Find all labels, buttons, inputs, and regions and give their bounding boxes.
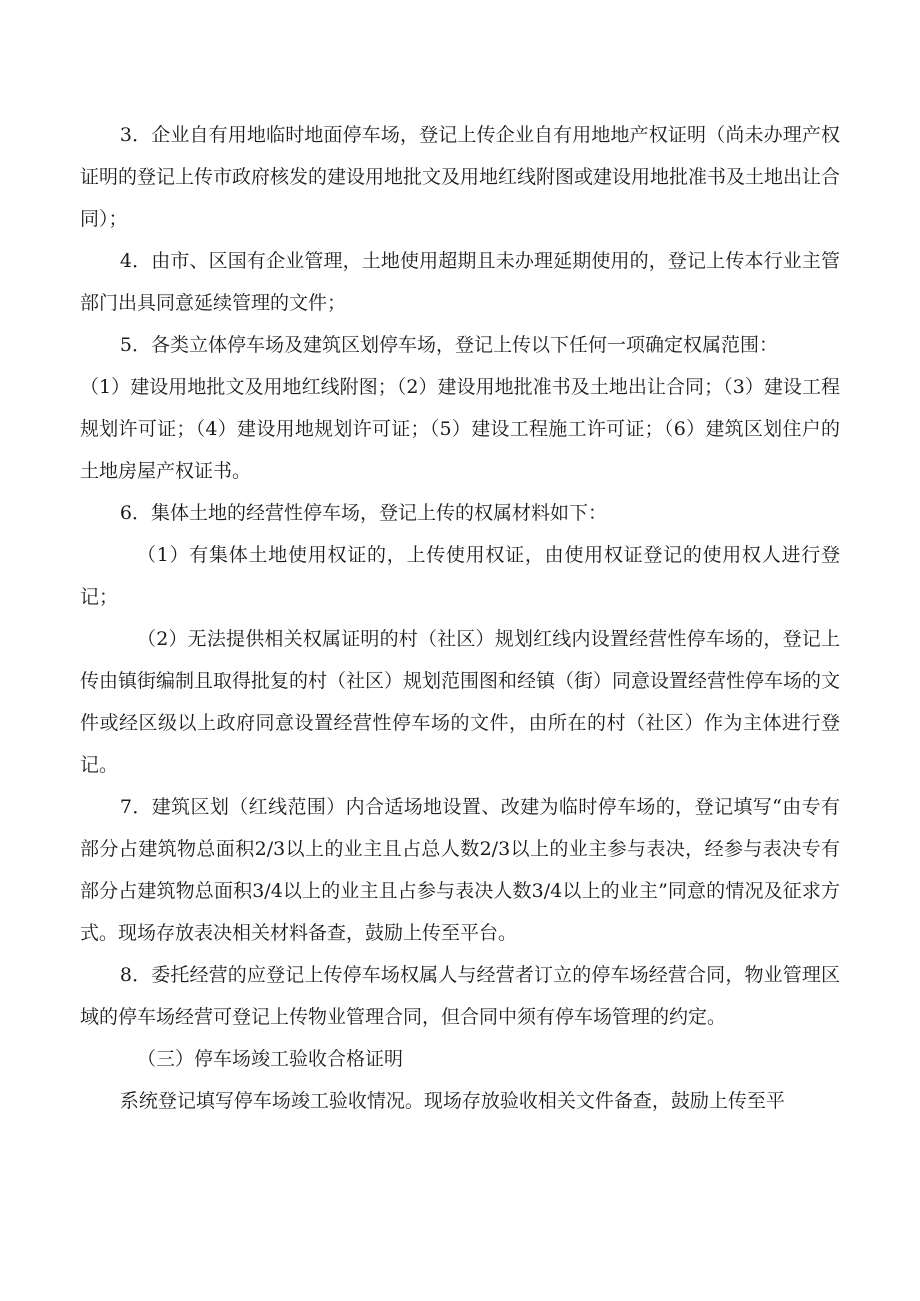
document-body (80, 114, 840, 1122)
section-heading-3: （三）停车场竣工验收合格证明 (137, 1048, 404, 1070)
paragraph-item-3: 3．企业自有用地临时地面停车场，登记上传企业自有用地地产权证明（尚未办理产权证明的登记上传市政府核发的建设用地批文及用地红线附图或建设用地批准书及土地出让合同）； (80, 124, 841, 230)
paragraph-item-6-sub-2: （2）无法提供相关权属证明的村（社区）规划红线内设置经营性停车场的，登记上传由镇街编制且取得批复的村（社区）规划范围图和经镇（街）同意设置经营性停车场的文件或经区级以上政府同意设置经营性停车场的文件，由所在的村（社区）作为主体进行登记。 (80, 628, 841, 776)
paragraph-section-3-body: 系统登记填写停车场竣工验收情况。现场存放验收相关文件备查，鼓励上传至平 (119, 1090, 785, 1112)
paragraph-item-4: 4．由市、区国有企业管理，土地使用超期且未办理延期使用的，登记上传本行业主管部门出具同意延续管理的文件； (80, 250, 840, 314)
paragraph-item-7: 7．建筑区划（红线范围）内合适场地设置、改建为临时停车场的，登记填写“由专有部分占建筑物总面积2/3以上的业主且占总人数2/3以上的业主参与表决，经参与表决专有部分占建筑物总面积3/4以上的业主且占参与表决人数3/4以上的业主”同意的情况及征求方式。现场存放表决相关材料备查，鼓励上传至平台。 (80, 796, 840, 944)
paragraph-item-5-list: （1）建设用地批文及用地红线附图；（2）建设用地批准书及土地出让合同；（3）建设工程规划许可证；（4）建设用地规划许可证；（5）建设工程施工许可证；（6）建筑区划住户的土地房屋产权证书。 (80, 376, 840, 482)
paragraph-item-6-sub-1: （1）有集体土地使用权证的，上传使用权证，由使用权证登记的使用权人进行登记； (80, 544, 840, 608)
paragraph-item-6: 6．集体土地的经营性停车场，登记上传的权属材料如下： (119, 502, 607, 524)
paragraph-item-5: 5．各类立体停车场及建筑区划停车场，登记上传以下任何一项确定权属范围： (119, 334, 778, 356)
paragraph-item-8: 8．委托经营的应登记上传停车场权属人与经营者订立的停车场经营合同，物业管理区域的停车场经营可登记上传物业管理合同，但合同中须有停车场管理的约定。 (80, 964, 840, 1028)
